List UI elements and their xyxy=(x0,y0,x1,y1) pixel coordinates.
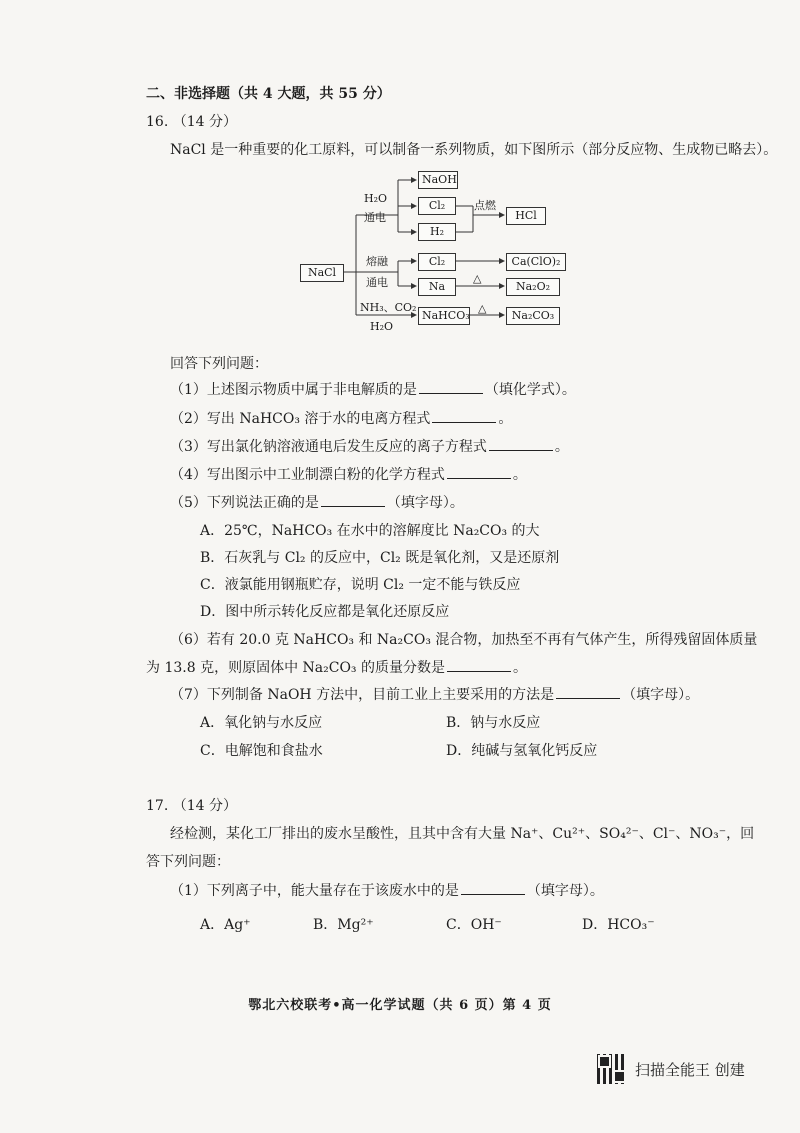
hcl-box: HCl xyxy=(506,207,546,225)
nacl-box: NaCl xyxy=(300,264,344,282)
branch3-label-water: H₂O xyxy=(370,320,394,333)
q16-sub3-tail: 。 xyxy=(554,439,569,455)
answer-blank[interactable] xyxy=(447,466,511,479)
q16-sub7-option-b: B．钠与水反应 xyxy=(446,715,541,731)
cl2-box-b: Cl₂ xyxy=(418,253,456,271)
q16-sub5-option-a: A．25℃，NaHCO₃ 在水中的溶解度比 Na₂CO₃ 的大 xyxy=(200,523,540,539)
nacl-reaction-diagram xyxy=(298,165,568,337)
q17-sub1-tail: （填字母）。 xyxy=(526,883,604,899)
branch2-label-molten: 熔融 xyxy=(366,255,388,268)
q16-sub7-tail: （填字母）。 xyxy=(622,687,700,703)
q16-number: 16. xyxy=(146,114,169,130)
q16-sub6-tail: 。 xyxy=(512,660,527,676)
q16-sub5-option-b: B．石灰乳与 Cl₂ 的反应中，Cl₂ 既是氧化剂，又是还原剂 xyxy=(200,550,560,566)
q16-sub6-line2 xyxy=(146,659,527,677)
scanner-watermark xyxy=(597,1053,745,1085)
q17-sub1 xyxy=(170,882,604,900)
na-box: Na xyxy=(418,278,456,296)
caclo2-box: Ca(ClO)₂ xyxy=(506,253,566,271)
q17-number: 17. xyxy=(146,798,169,814)
q16-sub1-text: （1）上述图示物质中属于非电解质的是 xyxy=(170,382,417,398)
q16-points: （14 分） xyxy=(172,114,237,130)
branch1-label-electrolysis: 通电 xyxy=(364,211,386,224)
q16-sub5-text: （5）下列说法正确的是 xyxy=(170,495,319,511)
q16-sub7-option-c: C．电解饱和食盐水 xyxy=(200,743,323,759)
q16-sub1 xyxy=(170,381,576,399)
q16-sub6-line1: （6）若有 20.0 克 NaHCO₃ 和 Na₂CO₃ 混合物，加热至不再有气体产生，所得残留固体质量 xyxy=(170,632,758,648)
q16-header xyxy=(146,113,237,131)
page-footer: 鄂北六校联考•高一化学试题（共 6 页）第 4 页 xyxy=(248,998,552,1013)
q16-sub5-option-c: C．液氯能用钢瓶贮存，说明 Cl₂ 一定不能与铁反应 xyxy=(200,577,521,593)
q16-sub7 xyxy=(170,686,699,704)
ignite-label: 点燃 xyxy=(474,199,496,212)
q17-option-c: C．OH⁻ xyxy=(446,917,502,933)
q16-sub4 xyxy=(170,466,527,484)
q16-sub7-option-a: A．氧化钠与水反应 xyxy=(200,715,323,731)
answer-blank[interactable] xyxy=(447,659,511,672)
na2o2-box: Na₂O₂ xyxy=(506,278,560,296)
q16-sub2 xyxy=(170,410,512,428)
q17-sub1-text: （1）下列离子中，能大量存在于该废水中的是 xyxy=(170,883,459,899)
q16-sub4-tail: 。 xyxy=(512,467,527,483)
na2co3-box: Na₂CO₃ xyxy=(506,307,560,325)
q16-sub5-tail: （填字母）。 xyxy=(386,495,464,511)
answer-blank[interactable] xyxy=(419,381,483,394)
q16-sub4-text: （4）写出图示中工业制漂白粉的化学方程式 xyxy=(170,467,445,483)
q16-sub5-option-d: D．图中所示转化反应都是氧化还原反应 xyxy=(200,604,450,620)
answer-blank[interactable] xyxy=(556,686,620,699)
q17-intro-line1: 经检测，某化工厂排出的废水呈酸性，且其中含有大量 Na⁺、Cu²⁺、SO₄²⁻、Cl⁻、NO₃⁻，回 xyxy=(170,826,755,842)
q17-option-b: B．Mg²⁺ xyxy=(313,917,374,933)
q17-intro-line2: 答下列问题： xyxy=(146,854,230,870)
cl2-box-a: Cl₂ xyxy=(418,197,456,215)
heat-label-b: △ xyxy=(478,302,487,315)
branch2-label-electrolysis: 通电 xyxy=(366,276,388,289)
q16-prompt: 回答下列问题： xyxy=(170,356,268,372)
q16-sub2-text: （2）写出 NaHCO₃ 溶于水的电离方程式 xyxy=(170,411,431,427)
q16-sub3-text: （3）写出氯化钠溶液通电后发生反应的离子方程式 xyxy=(170,439,487,455)
branch3-label-reactants: NH₃、CO₂ xyxy=(360,301,417,314)
q16-sub5 xyxy=(170,494,464,512)
q16-sub1-tail: （填化学式）。 xyxy=(484,382,576,398)
q17-points: （14 分） xyxy=(172,798,237,814)
q16-intro: NaCl 是一种重要的化工原料，可以制备一系列物质，如下图所示（部分反应物、生成物已略去）。 xyxy=(170,142,778,158)
answer-blank[interactable] xyxy=(321,494,385,507)
heat-label-a: △ xyxy=(473,272,482,285)
watermark-text: 扫描全能王 创建 xyxy=(635,1060,745,1079)
branch1-label-water: H₂O xyxy=(364,192,388,205)
q17-header xyxy=(146,797,237,815)
q16-sub7-text: （7）下列制备 NaOH 方法中，目前工业上主要采用的方法是 xyxy=(170,687,555,703)
q16-sub2-tail: 。 xyxy=(498,411,513,427)
answer-blank[interactable] xyxy=(432,410,496,423)
h2-box: H₂ xyxy=(418,223,456,241)
nahco3-box: NaHCO₃ xyxy=(418,307,470,325)
qr-code-icon xyxy=(597,1054,627,1084)
answer-blank[interactable] xyxy=(489,438,553,451)
q16-sub3 xyxy=(170,438,569,456)
naoh-box: NaOH xyxy=(418,171,458,189)
q17-option-d: D．HCO₃⁻ xyxy=(582,917,655,933)
q16-sub7-option-d: D．纯碱与氢氧化钙反应 xyxy=(446,743,598,759)
section-title: 二、非选择题（共 4 大题，共 55 分） xyxy=(146,86,391,102)
q17-option-a: A．Ag⁺ xyxy=(200,917,251,933)
answer-blank[interactable] xyxy=(461,882,525,895)
q16-sub6-text: 为 13.8 克，则原固体中 Na₂CO₃ 的质量分数是 xyxy=(146,660,445,676)
